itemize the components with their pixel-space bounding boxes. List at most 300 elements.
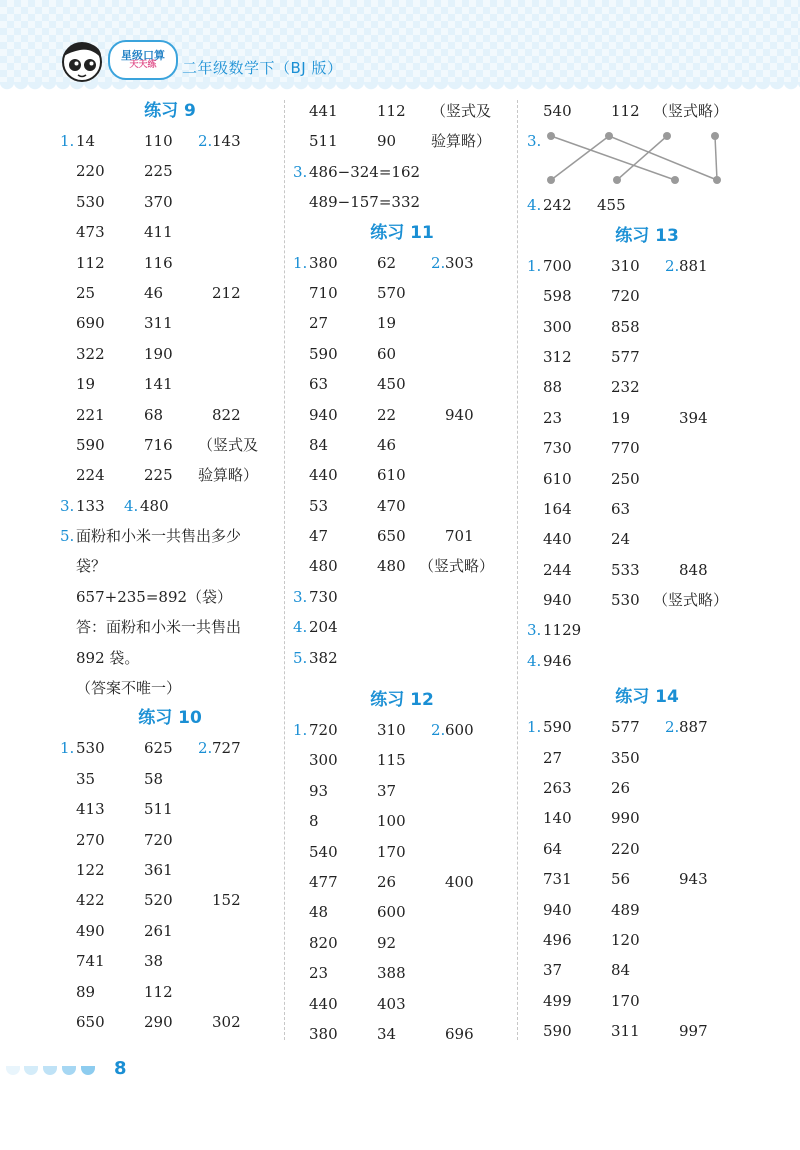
answer: 47 [309,527,329,546]
answer: 473 [76,223,105,242]
answer-row [60,977,280,1007]
answer: 53 [309,496,329,515]
answer: 22 [377,405,397,424]
answer: 710 [309,283,338,302]
answer: 455 [597,196,626,215]
answer: 310 [611,256,640,275]
answer: 93 [309,781,329,800]
section-title-9: 练习 9 [144,101,196,121]
answer: 403 [377,994,406,1013]
answer: 577 [611,718,640,737]
answer: 290 [144,1012,173,1031]
answer: 600 [377,903,406,922]
answer: 270 [76,830,105,849]
answer-note: 验算略） [431,132,492,151]
answer: 650 [377,527,406,546]
answer: 204 [309,618,338,637]
answer: 540 [543,102,572,120]
answer: 394 [679,408,708,427]
drop-decoration-icon [62,1066,76,1075]
answer: 152 [212,891,241,910]
answer: 19 [611,408,631,427]
answer: 56 [611,870,631,889]
answer: 112 [76,253,105,272]
answer: 727 [212,739,241,758]
answer-row [60,400,280,430]
answer-row [527,803,767,833]
answer-row [60,855,280,885]
answer: 730 [309,587,338,606]
answer-row [60,187,280,217]
answer: 422 [76,891,105,910]
answer-text: 657+235=892（袋） [76,587,233,606]
answer: 400 [445,872,474,891]
answer: 440 [309,466,338,485]
answer-row [293,96,511,126]
question-number [124,491,138,521]
answer-row [293,460,511,490]
answer-row [293,867,511,897]
answer: 530 [76,739,105,758]
question-number: 2. [665,718,680,737]
answer: 88 [543,378,563,397]
answer-row [293,1019,511,1049]
answer: 64 [543,839,563,858]
answer-note: （竖式及 [431,102,492,120]
answer: 997 [679,1022,708,1041]
answer: 610 [543,469,572,488]
logo-line-2: 天天练 [129,60,157,71]
question-number: 2. [431,721,446,740]
answer-row [527,834,767,864]
section-title-12: 练习 12 [370,690,434,711]
book-title: 二年级数学下（BJ 版） [182,59,343,77]
answer-row [293,491,511,521]
section-title-13: 练习 13 [615,225,679,246]
answer: 8 [309,812,319,831]
answer: 940 [309,405,338,424]
answer-row [527,312,767,342]
drop-decoration-icon [81,1066,95,1075]
answer: 120 [611,930,640,949]
question-number: 3. [293,587,308,606]
answer: 46 [377,435,397,454]
answer: 590 [543,718,572,737]
answer-row [527,372,767,402]
answer-row [293,612,511,642]
answer: 590 [309,344,338,363]
answer-row [60,278,280,308]
answer-text: 489−157=332 [309,193,421,212]
answer: 312 [543,347,572,366]
answer-row [60,612,280,642]
answer-row [527,494,767,524]
answer: 63 [309,375,329,394]
answer: 440 [309,994,338,1013]
answer: 741 [76,952,105,971]
answer: 250 [611,469,640,488]
answer: 303 [445,253,474,272]
answer-row [293,837,511,867]
answer: 440 [543,530,572,549]
answer: 731 [543,870,572,889]
footer-decoration [0,1058,200,1082]
answer: 311 [611,1022,640,1041]
section-title-11: 练习 11 [370,222,434,243]
answer-row [527,251,767,281]
answer: 361 [144,860,173,879]
answer: 600 [445,721,474,740]
answer-note: （竖式及 [198,435,259,454]
answer: 570 [377,283,406,302]
logo-line-1: 星级口算 [121,48,165,62]
answer: 14 [76,132,96,150]
answer: 590 [543,1022,572,1041]
answer: 84 [309,435,329,454]
answer-row [60,916,280,946]
answer-row [60,673,280,703]
answer-row [527,96,767,126]
answer: 100 [377,812,406,831]
answer: 350 [611,748,640,767]
answer-row [527,433,767,463]
answer: 133 [76,496,105,515]
answer-row [293,187,511,217]
answer: 225 [144,162,173,181]
answer: 499 [543,991,572,1010]
answer-row [527,190,767,220]
answer: 380 [309,1024,338,1043]
answer: 112 [144,982,173,1001]
question-number: 2. [665,256,680,275]
answer-row [60,794,280,824]
question-number: 4. [293,618,308,637]
answer: 63 [611,499,631,518]
answer-row [527,986,767,1016]
answer-row [527,955,767,985]
page-number: 8 [114,1058,127,1079]
answer: 943 [679,870,708,889]
answer-text: 486−324=162 [309,162,421,181]
answer-row [60,156,280,186]
drop-decoration-icon [24,1066,38,1075]
answer: 122 [76,860,105,879]
column-3 [527,96,767,1047]
answer-row [293,928,511,958]
answer: 730 [543,439,572,458]
answer: 489 [611,900,640,919]
question-number: 1. [60,739,75,758]
answer: 530 [76,192,105,211]
question-number: 2. [431,253,446,272]
answer-row [293,278,511,308]
answer-row [60,248,280,278]
answer-row [293,776,511,806]
answer: 232 [611,378,640,397]
answer-row [60,339,280,369]
answer-row [527,712,767,742]
answer: 37 [543,961,563,980]
answer-row [293,958,511,988]
answer: 858 [611,317,640,336]
section-title-10: 练习 10 [138,708,202,729]
answer: 511 [144,800,173,819]
answer-text: 892 袋。 [76,648,140,667]
answer: 225 [144,466,173,485]
answer-row [60,369,280,399]
column-2 [293,96,511,1049]
answer: 370 [144,192,173,211]
answer: 112 [611,102,640,120]
answer: 310 [377,721,406,740]
answer: 716 [144,435,173,454]
answer: 530 [611,591,640,610]
answer: 25 [76,283,96,302]
answer-row [293,339,511,369]
answer: 441 [309,102,338,120]
answer: 820 [309,933,338,952]
answer-row [527,403,767,433]
answer-row [60,217,280,247]
answer: 27 [309,314,329,333]
question-number: 1. [527,256,542,275]
question-number: 3. [60,496,75,515]
column-divider [284,100,285,1040]
answer-row [293,897,511,927]
answer-note: （竖式略） [419,557,495,576]
answer: 382 [309,648,338,667]
answer-note: （竖式略） [653,102,729,120]
answer: 46 [144,283,164,302]
answer-note: 验算略） [198,466,259,485]
answer-row [60,885,280,915]
brand-logo [108,40,178,80]
answer: 720 [309,721,338,740]
answer: 940 [543,900,572,919]
answer-row [60,1007,280,1037]
answer-row [60,460,280,490]
answer-row [60,946,280,976]
answer: 946 [543,651,572,670]
answer: 58 [144,769,164,788]
answer: 110 [144,132,173,150]
answer: 480 [377,557,406,576]
question-number: 4. [527,651,542,670]
answer-row [527,1016,767,1046]
answer-row [527,281,767,311]
answer: 540 [309,842,338,861]
answer: 220 [76,162,105,181]
answer-row [527,615,767,645]
answer: 520 [144,891,173,910]
answer: 302 [212,1012,241,1031]
answer: 822 [212,405,241,424]
question-number: 3. [527,621,542,640]
answer: 27 [543,748,563,767]
answer: 34 [377,1024,397,1043]
answer-row [293,308,511,338]
answer-row [527,342,767,372]
answer-row [527,864,767,894]
answer-row [60,491,280,521]
answer-row [293,521,511,551]
question-number: 1. [293,253,308,272]
answer: 164 [543,499,572,518]
question-number: 3. [527,132,542,151]
answer: 140 [543,809,572,828]
answer: 190 [144,344,173,363]
answer: 480 [140,496,169,515]
answer: 625 [144,739,173,758]
answer-row [60,582,280,612]
answer: 470 [377,496,406,515]
column-divider [517,100,518,1040]
answer: 720 [611,287,640,306]
answer: 220 [611,839,640,858]
answer: 48 [309,903,329,922]
header-wave-border [0,82,800,96]
answer: 24 [611,530,631,549]
answer: 311 [144,314,173,333]
answer: 490 [76,921,105,940]
answer: 26 [377,872,397,891]
answer-row [293,369,511,399]
answer: 261 [144,921,173,940]
answer: 477 [309,872,338,891]
answer: 19 [76,375,96,394]
answer: 650 [76,1012,105,1031]
answer: 610 [377,466,406,485]
answer: 696 [445,1024,474,1043]
question-number: 5. [60,527,75,546]
answer: 84 [611,961,631,980]
question-number: 3. [293,162,308,181]
answer-row [293,248,511,278]
answer-row [527,555,767,585]
answer: 26 [611,779,631,798]
answer-text: 答：面粉和小米一共售出 [76,618,242,637]
answer: 242 [543,196,572,215]
answer: 590 [76,435,105,454]
answer: 701 [445,527,474,546]
column-1 [60,96,280,1037]
answer: 62 [377,253,397,272]
answer: 112 [377,102,406,120]
answer-row [60,430,280,460]
answer-row [527,524,767,554]
answer-row [527,585,767,615]
answer: 221 [76,405,105,424]
answer-row [293,806,511,836]
answer-row [527,895,767,925]
answer: 533 [611,560,640,579]
answer-row [293,989,511,1019]
answer-row [60,126,280,156]
answer: 90 [377,132,397,151]
answer-row [60,643,280,673]
answer-row [60,733,280,763]
question-number: 1. [527,718,542,737]
answer-row [293,400,511,430]
answer: 89 [76,982,96,1001]
answer: 848 [679,560,708,579]
answer-row [293,126,511,156]
answer: 1129 [543,621,582,640]
answer: 23 [309,964,329,983]
answer-row [293,745,511,775]
answer: 700 [543,256,572,275]
answer: 300 [543,317,572,336]
answer: 413 [76,800,105,819]
answer: 770 [611,439,640,458]
mascot-logo-icon [52,38,112,86]
page-header [0,0,800,92]
answer: 322 [76,344,105,363]
answer-row [527,925,767,955]
answer: 143 [212,132,241,150]
answer-note: （竖式略） [653,591,729,610]
matching-answer [527,126,767,190]
answer: 598 [543,287,572,306]
answer: 244 [543,560,572,579]
answer: 115 [377,751,406,770]
answer: 19 [377,314,397,333]
answer-row [527,646,767,676]
answer: 940 [445,405,474,424]
answer-row [293,715,511,745]
answer-row [60,764,280,794]
question-number: 1. [60,132,75,150]
answer: 170 [377,842,406,861]
answer: 940 [543,591,572,610]
answer-text: （答案不唯一） [76,679,182,698]
answer: 224 [76,466,105,485]
drop-decoration-icon [6,1066,20,1075]
answer: 23 [543,408,563,427]
answer: 92 [377,933,397,952]
question-number: 2. [198,132,213,150]
answer: 116 [144,253,173,272]
question-number-label: 4. [124,496,139,515]
answer: 388 [377,964,406,983]
answer: 170 [611,991,640,1010]
answer: 68 [144,405,164,424]
answer: 577 [611,347,640,366]
answer: 212 [212,283,241,302]
question-number: 4. [527,196,542,215]
answer: 141 [144,375,173,394]
answer-row [527,743,767,773]
answer-row [293,430,511,460]
answer: 720 [144,830,173,849]
answer: 881 [679,256,708,275]
matching-lines-figure [543,126,723,186]
answer-row [527,773,767,803]
answer: 300 [309,751,338,770]
answer: 450 [377,375,406,394]
answer: 263 [543,779,572,798]
answer-row [60,308,280,338]
answer: 35 [76,769,96,788]
answer-row [60,551,280,581]
answer-row [293,582,511,612]
answer: 690 [76,314,105,333]
answer-row [293,551,511,581]
answer: 511 [309,132,338,151]
answer: 60 [377,344,397,363]
section-title-14: 练习 14 [615,687,679,708]
answer-text: 面粉和小米一共售出多少 [76,527,242,546]
